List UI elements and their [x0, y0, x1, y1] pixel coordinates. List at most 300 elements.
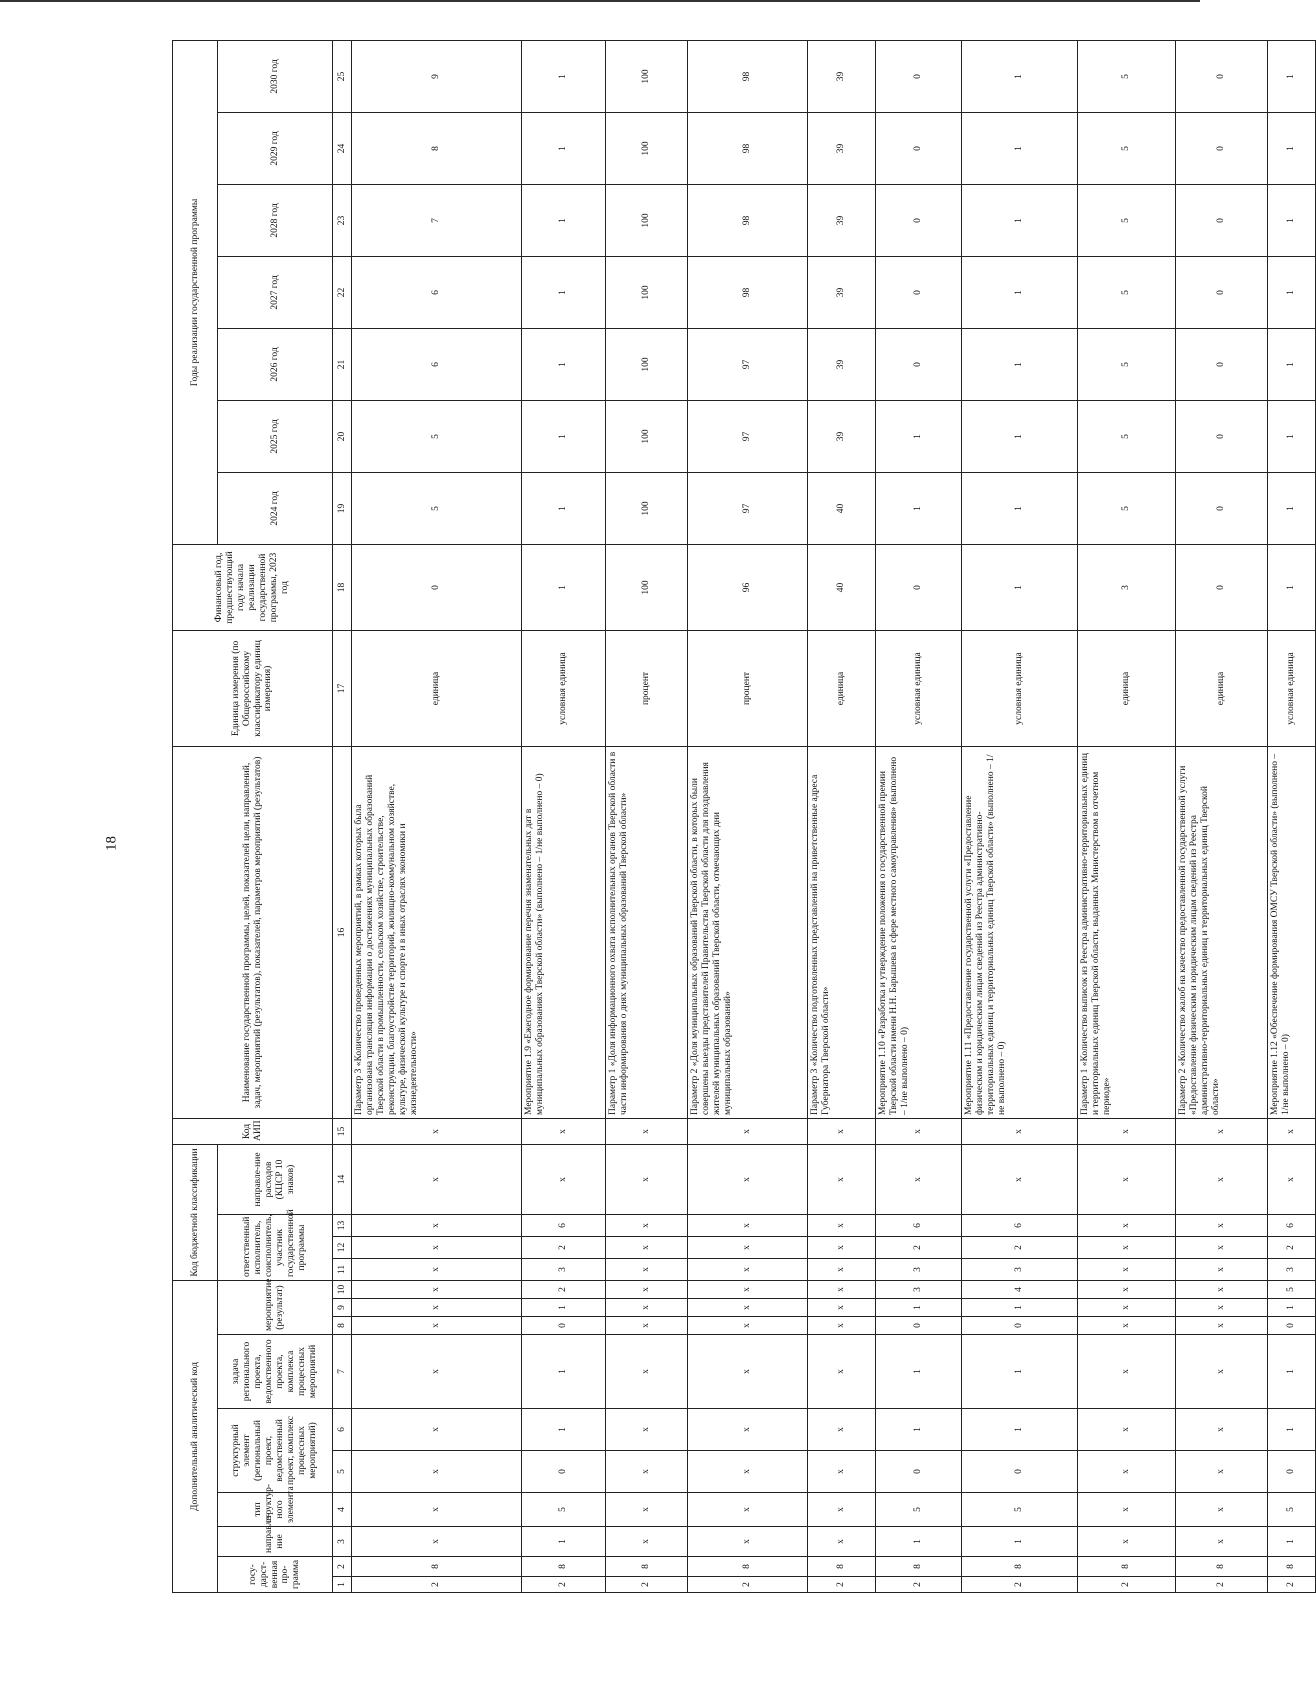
- indicator-name-cell: Мероприятие 1.11 «Предоставление государственной услуги «Предоставление физическим и юридическим лицам сведений из Реестра административно-территориальных единиц и территориальных единиц Тверской области» (выполнено – 1/не выполнено – 0): [962, 746, 1078, 1118]
- rotated-table-wrapper: [172, 59, 1297, 1593]
- code-cell: 5: [522, 1493, 606, 1527]
- code-cell: 4: [962, 1281, 1078, 1299]
- code-cell: x: [1078, 1144, 1176, 1214]
- code-cell: 1: [1268, 1527, 1316, 1557]
- code-cell: 3: [1268, 1259, 1316, 1281]
- column-number: 22: [333, 256, 352, 328]
- unit-cell: процент: [688, 630, 808, 746]
- code-cell: 1: [522, 1299, 606, 1317]
- year-value-cell: 1: [962, 328, 1078, 400]
- base-year-value-cell: 3: [1078, 544, 1176, 630]
- year-value-cell: 100: [606, 40, 688, 112]
- code-cell: 2: [522, 1237, 606, 1259]
- base-year-value-cell: 0: [876, 544, 962, 630]
- header-executor: ответственный исполнитель, соисполнитель, участник государственной программы: [218, 1215, 333, 1281]
- code-cell: x: [808, 1409, 876, 1451]
- code-cell: x: [688, 1335, 808, 1409]
- base-year-value-cell: 1: [1268, 544, 1316, 630]
- code-cell: 0: [962, 1317, 1078, 1335]
- column-number: 1: [333, 1577, 352, 1593]
- year-value-cell: 1: [876, 400, 962, 472]
- year-value-cell: 39: [808, 40, 876, 112]
- column-number: 25: [333, 40, 352, 112]
- code-cell: 6: [876, 1215, 962, 1237]
- indicator-name-cell: Параметр 2 «Доля муниципальных образований Тверской области, в которых были совершены выезды представителей Правительства Тверской области для поздравления жителей муниципальных образований Тверской области, отмечающих дни муниципальных образований»: [688, 746, 808, 1118]
- code-cell: x: [606, 1215, 688, 1237]
- year-value-cell: 1: [1268, 184, 1316, 256]
- year-value-cell: 100: [606, 184, 688, 256]
- code-cell: 0: [962, 1451, 1078, 1493]
- base-year-value-cell: 1: [522, 544, 606, 630]
- year-value-cell: 5: [1078, 112, 1176, 184]
- code-cell: x: [688, 1409, 808, 1451]
- code-cell: 5: [1268, 1493, 1316, 1527]
- year-value-cell: 9: [352, 40, 522, 112]
- year-value-cell: 98: [688, 40, 808, 112]
- code-cell: x: [1268, 1144, 1316, 1214]
- code-cell: x: [1078, 1527, 1176, 1557]
- indicator-name-cell: Параметр 3 «Количество проведенных мероприятий, в рамках которых была организована трансляция информации о достижениях муниципальных образований Тверской области в промышленности, сельском хозяйстве, строительстве, реконструкции, благоустройстве территорий, жилищно-коммунальном хозяйстве, культуре, физической культуре и спорте и в иных отраслях экономики и жизнедеятельности»: [352, 746, 522, 1118]
- year-value-cell: 6: [352, 256, 522, 328]
- code-cell: x: [688, 1299, 808, 1317]
- year-value-cell: 5: [1078, 40, 1176, 112]
- code-cell: x: [1268, 1118, 1316, 1144]
- year-value-cell: 5: [1078, 472, 1176, 544]
- unit-cell: процент: [606, 630, 688, 746]
- column-number: 20: [333, 400, 352, 472]
- year-value-cell: 1: [522, 112, 606, 184]
- code-cell: 0: [876, 1451, 962, 1493]
- code-cell: x: [688, 1259, 808, 1281]
- code-cell: 8: [352, 1557, 522, 1577]
- code-cell: 2: [1176, 1577, 1268, 1593]
- code-cell: x: [688, 1451, 808, 1493]
- column-number: 4: [333, 1493, 352, 1527]
- year-value-cell: 100: [606, 472, 688, 544]
- code-cell: x: [1078, 1493, 1176, 1527]
- column-number: 16: [333, 746, 352, 1118]
- code-cell: x: [1176, 1493, 1268, 1527]
- year-value-cell: 1: [876, 472, 962, 544]
- base-year-value-cell: 0: [1176, 544, 1268, 630]
- year-value-cell: 0: [1176, 112, 1268, 184]
- table-row: [606, 40, 688, 1592]
- code-cell: x: [606, 1451, 688, 1493]
- year-value-cell: 0: [1176, 328, 1268, 400]
- code-cell: 6: [1268, 1215, 1316, 1237]
- year-value-cell: 0: [1176, 400, 1268, 472]
- code-cell: x: [606, 1493, 688, 1527]
- code-cell: x: [1176, 1299, 1268, 1317]
- column-number: 3: [333, 1527, 352, 1557]
- year-value-cell: 1: [1268, 328, 1316, 400]
- base-year-value-cell: 96: [688, 544, 808, 630]
- year-value-cell: 0: [1176, 184, 1268, 256]
- code-cell: x: [808, 1144, 876, 1214]
- code-cell: x: [606, 1335, 688, 1409]
- column-number: 7: [333, 1335, 352, 1409]
- code-cell: x: [522, 1118, 606, 1144]
- code-cell: x: [352, 1527, 522, 1557]
- table-row: [688, 40, 808, 1592]
- year-value-cell: 39: [808, 184, 876, 256]
- code-cell: 2: [962, 1237, 1078, 1259]
- unit-cell: единица: [1176, 630, 1268, 746]
- column-number: 17: [333, 630, 352, 746]
- code-cell: 8: [1078, 1557, 1176, 1577]
- code-cell: x: [808, 1335, 876, 1409]
- code-cell: x: [962, 1144, 1078, 1214]
- year-value-cell: 5: [1078, 184, 1176, 256]
- unit-cell: условная единица: [962, 630, 1078, 746]
- year-value-cell: 5: [352, 472, 522, 544]
- code-cell: 0: [876, 1317, 962, 1335]
- year-value-cell: 0: [876, 112, 962, 184]
- code-cell: x: [352, 1493, 522, 1527]
- year-value-cell: 1: [522, 184, 606, 256]
- code-cell: 3: [876, 1259, 962, 1281]
- year-value-cell: 1: [522, 472, 606, 544]
- code-cell: x: [808, 1281, 876, 1299]
- code-cell: x: [606, 1317, 688, 1335]
- code-cell: 2: [606, 1577, 688, 1593]
- indicator-name-cell: Параметр 1 «Доля информационного охвата исполнительных органов Тверской области в части информирования о днях муниципальных образований Тверской области»: [606, 746, 688, 1118]
- code-cell: 1: [876, 1335, 962, 1409]
- code-cell: 2: [1078, 1577, 1176, 1593]
- code-cell: x: [1078, 1259, 1176, 1281]
- code-cell: x: [808, 1299, 876, 1317]
- code-cell: x: [1176, 1215, 1268, 1237]
- code-cell: 8: [606, 1557, 688, 1577]
- code-cell: x: [1078, 1299, 1176, 1317]
- code-cell: 1: [876, 1299, 962, 1317]
- year-value-cell: 0: [876, 184, 962, 256]
- code-cell: 0: [522, 1451, 606, 1493]
- column-number: 11: [333, 1259, 352, 1281]
- code-cell: x: [352, 1317, 522, 1335]
- code-cell: 1: [876, 1527, 962, 1557]
- year-value-cell: 0: [1176, 256, 1268, 328]
- header-year-2026: 2026 год: [218, 328, 333, 400]
- table-row: [1176, 40, 1268, 1592]
- code-cell: 1: [522, 1409, 606, 1451]
- year-value-cell: 0: [1176, 472, 1268, 544]
- year-value-cell: 0: [876, 328, 962, 400]
- indicator-name-cell: Параметр 2 «Количество жалоб на качество предоставленной государственной услуги «Предоставление физическим и юридическим лицам сведений из Реестра административно-территориальных единиц и территориальных единиц Тверской области»: [1176, 746, 1268, 1118]
- column-number: 2: [333, 1557, 352, 1577]
- code-cell: 8: [522, 1557, 606, 1577]
- header-additional-code: Дополнительный аналитический код: [173, 1281, 218, 1593]
- code-cell: 8: [688, 1557, 808, 1577]
- year-value-cell: 100: [606, 328, 688, 400]
- header-expense-direction: направле-ние расходов (КЦСР 10 знаков): [218, 1144, 333, 1214]
- code-cell: x: [808, 1259, 876, 1281]
- code-cell: x: [1078, 1237, 1176, 1259]
- code-cell: x: [688, 1317, 808, 1335]
- header-type: тип структур-ного элемента: [218, 1493, 333, 1527]
- year-value-cell: 1: [1268, 40, 1316, 112]
- column-number: 21: [333, 328, 352, 400]
- code-cell: x: [876, 1144, 962, 1214]
- year-value-cell: 100: [606, 112, 688, 184]
- header-measure: мероприятие (результат): [218, 1281, 333, 1335]
- code-cell: 2: [876, 1237, 962, 1259]
- unit-cell: условная единица: [1268, 630, 1316, 746]
- code-cell: x: [606, 1144, 688, 1214]
- year-value-cell: 1: [962, 112, 1078, 184]
- year-value-cell: 1: [522, 40, 606, 112]
- column-number: 23: [333, 184, 352, 256]
- unit-cell: условная единица: [876, 630, 962, 746]
- year-value-cell: 5: [1078, 328, 1176, 400]
- year-value-cell: 1: [962, 256, 1078, 328]
- code-cell: 8: [808, 1557, 876, 1577]
- code-cell: 8: [962, 1557, 1078, 1577]
- year-value-cell: 0: [876, 256, 962, 328]
- code-cell: 1: [1268, 1409, 1316, 1451]
- code-cell: x: [606, 1237, 688, 1259]
- year-value-cell: 97: [688, 328, 808, 400]
- code-cell: 1: [962, 1299, 1078, 1317]
- header-budget-code: Код бюджетной классификации: [173, 1144, 218, 1280]
- code-cell: x: [352, 1299, 522, 1317]
- code-cell: 1: [1268, 1299, 1316, 1317]
- base-year-value-cell: 1: [962, 544, 1078, 630]
- code-cell: x: [808, 1451, 876, 1493]
- code-cell: 2: [522, 1577, 606, 1593]
- code-cell: 2: [876, 1577, 962, 1593]
- header-name: Наименование государственной программы, целей, показателей цели, направлений, задач, мероприятий (результатов), показателей, параметров мероприятий (результатов): [173, 746, 333, 1118]
- year-value-cell: 7: [352, 184, 522, 256]
- year-value-cell: 1: [1268, 400, 1316, 472]
- code-cell: x: [352, 1237, 522, 1259]
- year-value-cell: 1: [1268, 256, 1316, 328]
- year-value-cell: 100: [606, 400, 688, 472]
- header-year-2029: 2029 год: [218, 112, 333, 184]
- code-cell: 2: [522, 1281, 606, 1299]
- year-value-cell: 1: [522, 328, 606, 400]
- code-cell: x: [1176, 1335, 1268, 1409]
- code-cell: x: [606, 1281, 688, 1299]
- column-number-row: [333, 40, 352, 1592]
- code-cell: 0: [1268, 1451, 1316, 1493]
- code-cell: x: [352, 1144, 522, 1214]
- code-cell: x: [688, 1281, 808, 1299]
- year-value-cell: 98: [688, 256, 808, 328]
- page-number: 18: [103, 836, 120, 851]
- code-cell: x: [606, 1527, 688, 1557]
- unit-cell: условная единица: [522, 630, 606, 746]
- year-value-cell: 8: [352, 112, 522, 184]
- code-cell: x: [808, 1317, 876, 1335]
- code-cell: x: [606, 1299, 688, 1317]
- code-cell: x: [606, 1259, 688, 1281]
- code-cell: x: [352, 1409, 522, 1451]
- code-cell: 2: [1268, 1237, 1316, 1259]
- year-value-cell: 98: [688, 184, 808, 256]
- year-value-cell: 1: [522, 400, 606, 472]
- year-value-cell: 5: [1078, 256, 1176, 328]
- code-cell: x: [808, 1493, 876, 1527]
- code-cell: 1: [522, 1335, 606, 1409]
- unit-cell: единица: [352, 630, 522, 746]
- code-cell: x: [1176, 1118, 1268, 1144]
- code-cell: x: [808, 1215, 876, 1237]
- header-aip-code: Код АИП: [173, 1118, 333, 1144]
- year-value-cell: 39: [808, 256, 876, 328]
- code-cell: 8: [1268, 1557, 1316, 1577]
- code-cell: 3: [962, 1259, 1078, 1281]
- table-row: [522, 40, 606, 1592]
- column-number: 18: [333, 544, 352, 630]
- code-cell: x: [606, 1409, 688, 1451]
- table-body: [352, 40, 1316, 1592]
- header-year-2030: 2030 год: [218, 40, 333, 112]
- header-year-2027: 2027 год: [218, 256, 333, 328]
- table-row: [1078, 40, 1176, 1592]
- column-number: 5: [333, 1451, 352, 1493]
- header-direction: направле-ние: [218, 1527, 333, 1557]
- code-cell: x: [522, 1144, 606, 1214]
- column-number: 19: [333, 472, 352, 544]
- code-cell: 1: [1268, 1335, 1316, 1409]
- column-number: 15: [333, 1118, 352, 1144]
- year-value-cell: 1: [1268, 472, 1316, 544]
- base-year-value-cell: 40: [808, 544, 876, 630]
- code-cell: x: [1078, 1335, 1176, 1409]
- code-cell: x: [688, 1237, 808, 1259]
- code-cell: x: [1078, 1281, 1176, 1299]
- code-cell: x: [1078, 1451, 1176, 1493]
- column-number: 14: [333, 1144, 352, 1214]
- year-value-cell: 97: [688, 400, 808, 472]
- column-number: 9: [333, 1299, 352, 1317]
- code-cell: 3: [876, 1281, 962, 1299]
- indicator-name-cell: Мероприятие 1.9 «Ежегодное формирование перечня знаменательных дат в муниципальных образованиях Тверской области» (выполнено – 1/не выполнено – 0): [522, 746, 606, 1118]
- code-cell: x: [352, 1215, 522, 1237]
- code-cell: 1: [962, 1335, 1078, 1409]
- code-cell: 2: [352, 1577, 522, 1593]
- base-year-value-cell: 0: [352, 544, 522, 630]
- code-cell: x: [1176, 1451, 1268, 1493]
- code-cell: x: [1078, 1118, 1176, 1144]
- code-cell: x: [688, 1215, 808, 1237]
- code-cell: x: [1176, 1259, 1268, 1281]
- code-cell: x: [962, 1118, 1078, 1144]
- header-years-group: Годы реализации государственной программы: [173, 40, 218, 544]
- code-cell: 2: [688, 1577, 808, 1593]
- year-value-cell: 40: [808, 472, 876, 544]
- column-number: 6: [333, 1409, 352, 1451]
- header-program: госу-дарст-венная про-грамма: [218, 1557, 333, 1593]
- header-year-2024: 2024 год: [218, 472, 333, 544]
- year-value-cell: 98: [688, 112, 808, 184]
- header-base-year: Финансовый год, предшествующий году начала реализации государственной программы, 2023 год: [173, 544, 333, 630]
- column-number: 12: [333, 1237, 352, 1259]
- year-value-cell: 1: [962, 472, 1078, 544]
- code-cell: x: [1176, 1409, 1268, 1451]
- code-cell: 8: [1176, 1557, 1268, 1577]
- code-cell: x: [808, 1237, 876, 1259]
- year-value-cell: 100: [606, 256, 688, 328]
- code-cell: 1: [962, 1527, 1078, 1557]
- code-cell: x: [352, 1335, 522, 1409]
- code-cell: x: [1078, 1409, 1176, 1451]
- header-struct-element: структурный элемент (региональный проект, ведомственный проект, комплекс процессных мероприятий): [218, 1409, 333, 1493]
- code-cell: x: [1176, 1237, 1268, 1259]
- year-value-cell: 1: [962, 184, 1078, 256]
- code-cell: x: [352, 1259, 522, 1281]
- column-number: 10: [333, 1281, 352, 1299]
- column-number: 24: [333, 112, 352, 184]
- code-cell: x: [1078, 1215, 1176, 1237]
- code-cell: x: [352, 1118, 522, 1144]
- code-cell: x: [808, 1118, 876, 1144]
- year-value-cell: 1: [522, 256, 606, 328]
- code-cell: 1: [876, 1409, 962, 1451]
- code-cell: 0: [1268, 1317, 1316, 1335]
- code-cell: x: [606, 1118, 688, 1144]
- code-cell: 1: [962, 1409, 1078, 1451]
- year-value-cell: 0: [1176, 40, 1268, 112]
- year-value-cell: 5: [352, 400, 522, 472]
- base-year-value-cell: 100: [606, 544, 688, 630]
- header-year-2028: 2028 год: [218, 184, 333, 256]
- code-cell: 6: [522, 1215, 606, 1237]
- table-row: [876, 40, 962, 1592]
- code-cell: 2: [808, 1577, 876, 1593]
- indicator-name-cell: Параметр 1 «Количество выписок из Реестра административно-территориальных единиц и территориальных единиц Тверской области, выданных Министерством в отчетном периоде»: [1078, 746, 1176, 1118]
- year-value-cell: 39: [808, 400, 876, 472]
- indicator-name-cell: Параметр 3 «Количество подготовленных представлений на приветственные адреса Губернатора Тверской области»: [808, 746, 876, 1118]
- code-cell: x: [1176, 1281, 1268, 1299]
- code-cell: 0: [522, 1317, 606, 1335]
- code-cell: x: [808, 1527, 876, 1557]
- table-row: [352, 40, 522, 1592]
- code-cell: 2: [1268, 1577, 1316, 1593]
- header-unit: Единица измерения (по Общероссийскому классификатору единиц измерения): [173, 630, 333, 746]
- code-cell: x: [876, 1118, 962, 1144]
- table-row: [962, 40, 1078, 1592]
- code-cell: 5: [962, 1493, 1078, 1527]
- year-value-cell: 0: [876, 40, 962, 112]
- code-cell: 3: [522, 1259, 606, 1281]
- year-value-cell: 39: [808, 112, 876, 184]
- column-number: 8: [333, 1317, 352, 1335]
- code-cell: 6: [962, 1215, 1078, 1237]
- code-cell: x: [688, 1118, 808, 1144]
- code-cell: x: [1078, 1317, 1176, 1335]
- year-value-cell: 1: [1268, 112, 1316, 184]
- program-indicators-table: [172, 40, 1316, 1593]
- year-value-cell: 97: [688, 472, 808, 544]
- unit-cell: единица: [808, 630, 876, 746]
- column-number: 13: [333, 1215, 352, 1237]
- code-cell: x: [688, 1144, 808, 1214]
- indicator-name-cell: Мероприятие 1.12 «Обеспечение формирования ОМСУ Тверской области» (выполнено – 1/не выполнено – 0): [1268, 746, 1316, 1118]
- code-cell: 8: [876, 1557, 962, 1577]
- code-cell: x: [688, 1527, 808, 1557]
- table-row: [1268, 40, 1316, 1592]
- code-cell: x: [352, 1281, 522, 1299]
- indicator-name-cell: Мероприятие 1.10 «Разработка и утверждение положения о государственной премии Тверской области имени Н.Н. Барышева в сфере местного самоуправления» (выполнено – 1/не выполнено – 0): [876, 746, 962, 1118]
- code-cell: x: [1176, 1144, 1268, 1214]
- unit-cell: единица: [1078, 630, 1176, 746]
- code-cell: 1: [522, 1527, 606, 1557]
- code-cell: x: [352, 1451, 522, 1493]
- header-task: задача регионального проекта, ведомственного проекта, комплекса процессных мероприятий: [218, 1335, 333, 1409]
- code-cell: x: [1176, 1317, 1268, 1335]
